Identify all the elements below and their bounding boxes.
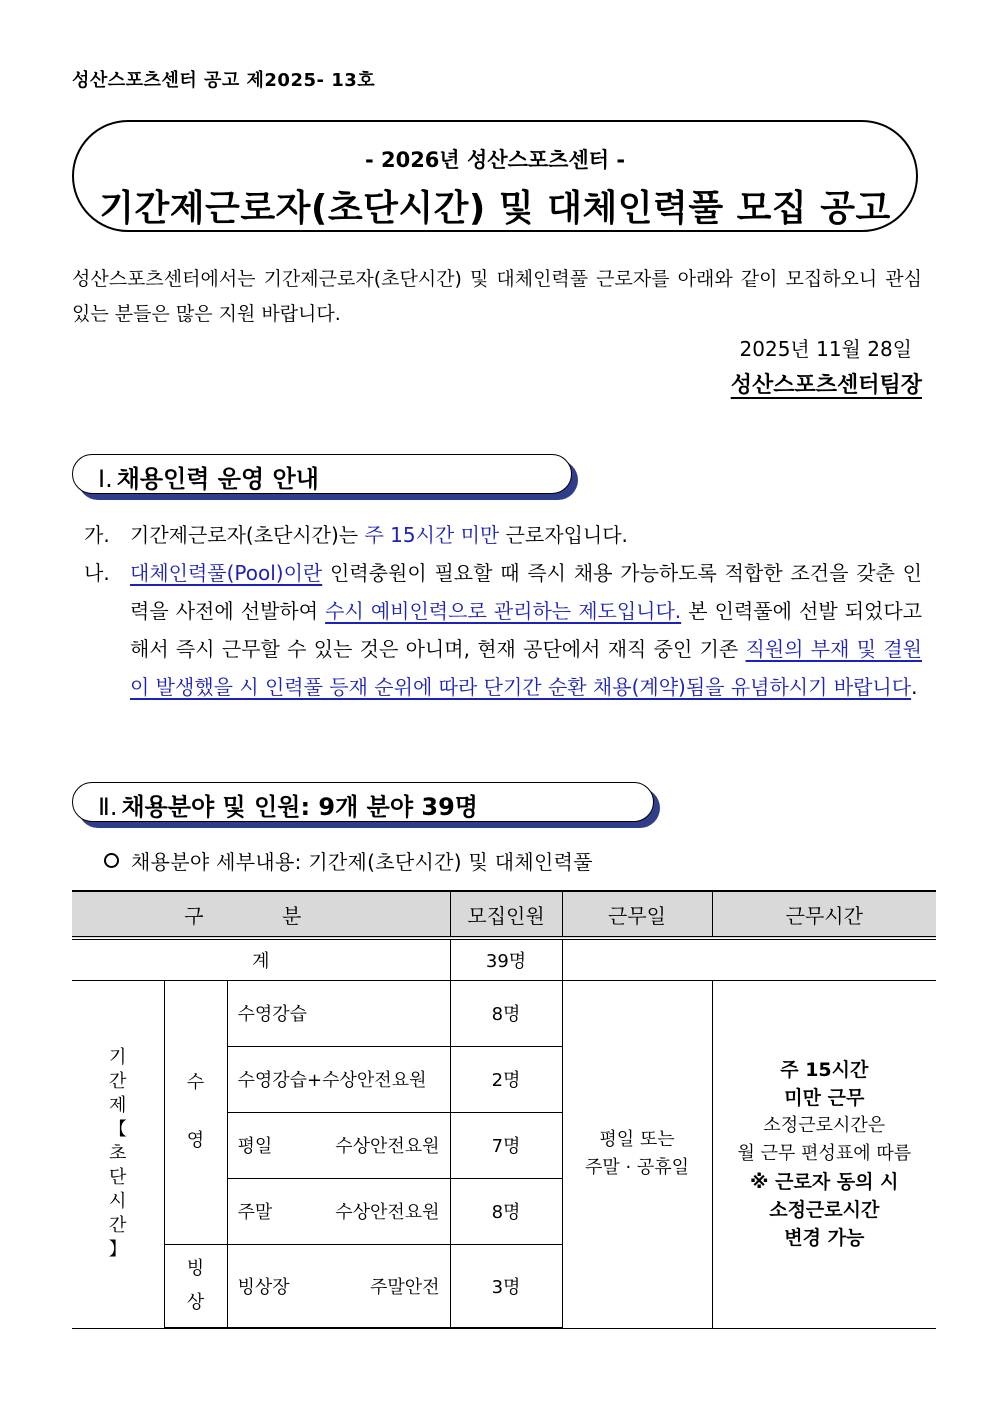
total-label: 계 (72, 938, 450, 980)
category-char: 기 (109, 1047, 127, 1068)
group-char: 수 (186, 1072, 205, 1093)
section-1-heading (72, 454, 578, 500)
item-a (84, 516, 922, 554)
section-2-numeral: Ⅱ. (98, 793, 118, 821)
section-2-title-text: 채용분야 및 인원: 9개 분야 39명 (121, 793, 478, 821)
workday-line-2: 주말 · 공휴일 (584, 1157, 690, 1178)
total-empty-cell (562, 938, 936, 980)
table-subheading-text: 채용분야 세부내용: 기간제(초단시간) 및 대체인력풀 (131, 850, 593, 874)
category-char: 간 (109, 1071, 127, 1092)
group-char: 영 (186, 1130, 205, 1151)
total-count: 39명 (450, 938, 562, 980)
category-char: 간 (109, 1215, 127, 1236)
item-b-highlight-1: 수시 예비인력으로 관리하는 제도입니다. (325, 599, 682, 623)
table-header-row (72, 891, 936, 938)
section-2-heading (72, 782, 660, 828)
item-a-text-3: 근로자입니다. (499, 523, 628, 547)
category-char: 초 (109, 1143, 127, 1164)
category-cell (72, 980, 164, 1328)
item-a-marker: 가. (84, 523, 110, 547)
item-b-marker: 나. (84, 561, 110, 585)
title-box (72, 120, 918, 232)
position-count: 8명 (450, 1178, 562, 1244)
position-name: 빙상장 주말안전 (227, 1244, 450, 1328)
workday-line-1: 평일 또는 (599, 1129, 675, 1150)
category-char: 시 (109, 1191, 127, 1212)
position-name: 주말 수상안전요원 (227, 1178, 450, 1244)
table-subheading (104, 846, 593, 875)
hours-line: 미만 근무 (784, 1087, 865, 1109)
group-swim-cell (164, 980, 227, 1244)
header-count: 모집인원 (450, 891, 562, 938)
category-char: 】 (108, 1239, 127, 1260)
hours-cell (712, 980, 936, 1328)
item-b-term: 대체인력풀(Pool)이란 (130, 561, 323, 585)
group-char: 상 (186, 1291, 205, 1313)
section-1-numeral: Ⅰ. (98, 465, 113, 493)
section-2-title (98, 787, 478, 822)
item-b-text-2: 인력충원이 필요할 때 즉시 채용 가능하도록 적합한 조건을 갖춘 인력을 사전에 선발하여 (130, 561, 922, 623)
item-b-highlight-2: 직원의 부재 및 결원이 발생했을 시 인력풀 등재 순위에 따라 단기간 순환 채용(계약)됨을 유념하시기 바랍니다 (130, 637, 922, 699)
section-1-title-text: 채용인력 운영 안내 (116, 465, 319, 493)
item-b-text-6: . (911, 675, 918, 699)
notice-number: 성산스포츠센터 공고 제2025- 13호 (72, 70, 376, 91)
category-char: 단 (109, 1167, 127, 1188)
hours-line: 소정근로시간은 (763, 1115, 886, 1136)
hours-line: ※ 근로자 동의 시 (750, 1171, 899, 1193)
position-name: 수영강습+수상안전요원 (227, 1046, 450, 1112)
position-name: 수영강습 (227, 980, 450, 1046)
circle-bullet-icon (104, 853, 119, 868)
position-count: 7명 (450, 1112, 562, 1178)
signer: 성산스포츠센터팀장 (730, 373, 922, 398)
header-hours: 근무시간 (712, 891, 936, 938)
recruitment-table (72, 890, 936, 1329)
group-ice-cell (164, 1244, 227, 1328)
table-row-total (72, 938, 936, 980)
item-b (84, 554, 922, 706)
position-count: 2명 (450, 1046, 562, 1112)
hours-line: 주 15시간 (780, 1059, 869, 1081)
category-char: 제 (109, 1095, 127, 1116)
header-category: 구 분 (72, 891, 450, 938)
workday-cell (562, 980, 712, 1328)
position-name: 평일 수상안전요원 (227, 1112, 450, 1178)
position-count: 8명 (450, 980, 562, 1046)
item-a-text-1: 기간제근로자(초단시간)는 (130, 523, 365, 547)
section-1-title (98, 459, 319, 494)
header-workday: 근무일 (562, 891, 712, 938)
item-b-text-4: 본 인력풀에 선발 되었다고 해서 즉시 근무할 수 있는 것은 아니며, 현재 공단에서 재직 중인 기존 (130, 599, 923, 661)
hours-line: 소정근로시간 (769, 1199, 880, 1221)
position-count: 3명 (450, 1244, 562, 1328)
notice-date: 2025년 11월 28일 (739, 337, 912, 361)
category-char: 【 (108, 1119, 127, 1140)
intro-paragraph: 성산스포츠센터에서는 기간제근로자(초단시간) 및 대체인력풀 근로자를 아래와 같이 모집하오니 관심 있는 분들은 많은 지원 바랍니다. (72, 268, 922, 325)
hours-line: 변경 가능 (784, 1227, 865, 1249)
item-a-highlight: 주 15시간 미만 (364, 523, 500, 547)
group-char: 빙 (186, 1257, 205, 1279)
hours-line: 월 근무 편성표에 따름 (737, 1143, 912, 1164)
page-title: 기간제근로자(초단시간) 및 대체인력풀 모집 공고 (99, 188, 891, 229)
table-row (72, 980, 936, 1046)
title-subtitle: - 2026년 성산스포츠센터 - (364, 148, 626, 172)
